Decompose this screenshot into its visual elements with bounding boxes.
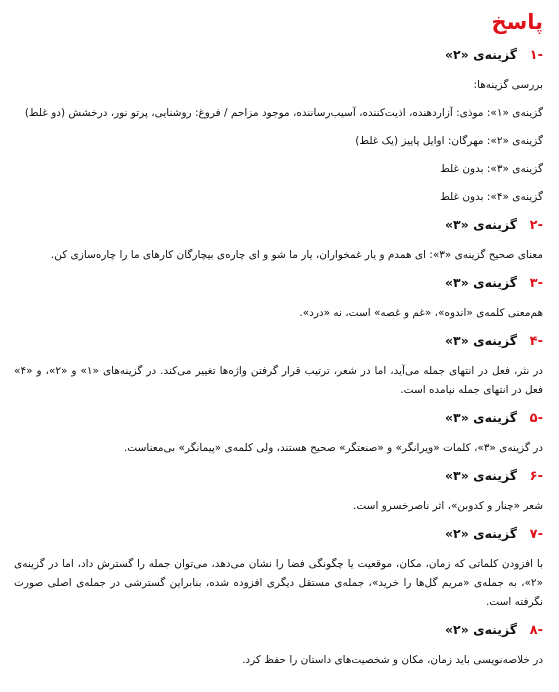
question-header (14, 621, 543, 640)
explanation-line: در گزینه‌ی «۳»، کلمات «ویرانگر» و «صنعتگر» صحیح هستند، ولی کلمه‌ی «پیمانگر» بی‌معناست. (123, 442, 543, 454)
question-header (14, 409, 543, 428)
explanation-line: در خلاصه‌نویسی باید زمان، مکان و شخصیت‌های داستان را حفظ کرد. (242, 654, 543, 666)
question-number: -۸ (529, 623, 543, 638)
question-number: -۵ (529, 411, 543, 426)
correct-option: گزینه‌ی «۳» (444, 468, 517, 483)
answer-item-6 (14, 467, 543, 516)
explanation-line: گزینه‌ی «۱»: موذی: آزاردهنده، اذیت‌کننده، آسیب‌رساننده، موجود مزاحم / فروغ: روشنایی، پرتو نور، درخشش (دو غلط) (24, 107, 543, 119)
answer-item-7 (14, 525, 543, 612)
question-number: -۱ (529, 48, 543, 63)
question-number: -۲ (529, 218, 543, 233)
correct-option: گزینه‌ی «۳» (444, 217, 517, 232)
question-number: -۷ (529, 527, 543, 542)
correct-option: گزینه‌ی «۲» (444, 622, 517, 637)
explanation-line: گزینه‌ی «۲»: مهرگان: اوایل پاییز (یک غلط) (355, 135, 543, 147)
question-number: -۴ (529, 334, 543, 349)
correct-option: گزینه‌ی «۲» (444, 47, 517, 62)
answer-item-2 (14, 216, 543, 265)
correct-option: گزینه‌ی «۳» (444, 410, 517, 425)
answer-item-3 (14, 274, 543, 323)
question-number: -۶ (529, 469, 543, 484)
page-title: پاسخ (491, 10, 543, 34)
question-header (14, 332, 543, 351)
answer-item-1 (14, 46, 543, 207)
explanation-line: در نثر، فعل در انتهای جمله می‌آید، اما در شعر، ترتیب قرار گرفتن واژه‌ها تغییر می‌کند. در گزینه‌های «۱» و «۲»، و «۴» فعل در انتهای جمله نیامده است. (14, 365, 543, 396)
question-header (14, 467, 543, 486)
question-header (14, 216, 543, 235)
question-number: -۳ (529, 276, 543, 291)
explanation-line: هم‌معنی کلمه‌ی «اندوه»، «غم و غصه» است، نه «درد». (299, 307, 543, 319)
correct-option: گزینه‌ی «۳» (444, 333, 517, 348)
explanation-line: گزینه‌ی «۴»: بدون غلط (440, 191, 543, 203)
question-header (14, 525, 543, 544)
correct-option: گزینه‌ی «۳» (444, 275, 517, 290)
answer-item-8 (14, 621, 543, 670)
explanation-line: با افزودن کلماتی که زمان، مکان، موقعیت یا چگونگی فضا را نشان می‌دهد، می‌توان جمله را گسترش داد، اما در گزینه‌ی «۲»، به جمله‌ی «مریم گل‌ها را خرید»، جمله‌ی مستقل دیگری افزوده شده، بنابراین گسترشی در جمله‌ی اصلی صورت نگرفته است. (14, 558, 543, 608)
explanation-line: بررسی گزینه‌ها: (473, 79, 543, 91)
explanation-line: شعر «چنار و کدوبن»، اثر ناصرخسرو است. (353, 500, 543, 512)
correct-option: گزینه‌ی «۲» (444, 526, 517, 541)
answer-item-5 (14, 409, 543, 458)
answer-item-4 (14, 332, 543, 400)
explanation-line: معنای صحیح گزینه‌ی «۳»: ای همدم و یار غمخواران، یار ما شو و ای چاره‌ی بیچارگان کارهای ما را چاره‌سازی کن. (50, 249, 543, 261)
question-header (14, 274, 543, 293)
explanation-line: گزینه‌ی «۳»: بدون غلط (440, 163, 543, 175)
question-header (14, 46, 543, 65)
